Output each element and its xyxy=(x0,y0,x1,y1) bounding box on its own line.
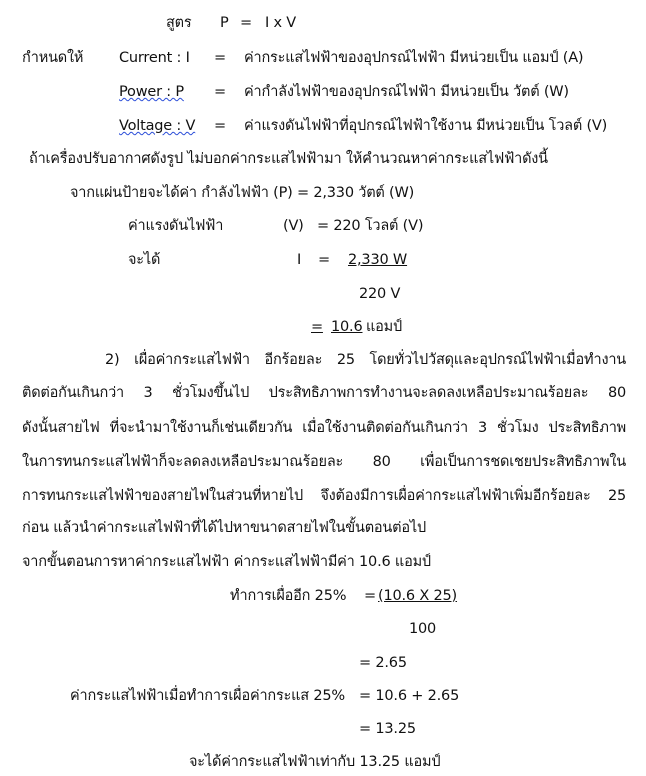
para2-line-5: การทนกระแสไฟฟ้าของสายไฟในส่วนที่หายไป จึงต้องมีการเผื่อค่ากระแสไฟฟ้าเพิ่มอีกร้อยละ 25 xyxy=(22,488,626,504)
para2-line-6: ก่อน แล้วนำค่ากระแสไฟฟ้าที่ได้ไปหาขนาดสายไฟในขั้นตอนต่อไป xyxy=(22,520,426,536)
voltage-value: = 220 โวลต์ (V) xyxy=(317,218,424,234)
formula-label: สูตร xyxy=(166,15,192,31)
add-result: = 2.65 xyxy=(359,655,407,671)
result-label: จะได้ xyxy=(128,252,161,268)
add-numerator: (10.6 X 25) xyxy=(378,588,458,604)
calc2-lead: จากขั้นตอนการหาค่ากระแสไฟฟ้า ค่ากระแสไฟฟ้ามีค่า 10.6 แอมป์ xyxy=(22,554,431,570)
fraction-numerator: 2,330 W xyxy=(348,252,408,268)
given-desc-voltage: ค่าแรงดันไฟฟ้าที่อุปกรณ์ไฟฟ้าใช้งาน มีหน่วยเป็น โวลต์ (V) xyxy=(244,118,608,134)
given-desc-power: ค่ากำลังไฟฟ้าของอุปกรณ์ไฟฟ้า มีหน่วยเป็น วัตต์ (W) xyxy=(244,84,569,100)
given-term-voltage: Voltage : V xyxy=(119,118,196,134)
given-term-power: Power : P xyxy=(119,84,184,100)
given-eq-voltage: = xyxy=(214,118,226,134)
fraction-denominator: 220 V xyxy=(359,286,401,302)
add-equals: = xyxy=(364,588,376,604)
total-label: ค่ากระแสไฟฟ้าเมื่อทำการเผื่อค่ากระแส 25% xyxy=(70,688,345,704)
para2-line-4: ในการทนกระแสไฟฟ้าก็จะลดลงเหลือประมาณร้อยละ 80 เพื่อเป็นการชดเชยประสิทธิภาพใน xyxy=(22,454,626,470)
nameplate-line: จากแผ่นป้ายจะได้ค่า กำลังไฟฟ้า (P) = 2,330 วัตต์ (W) xyxy=(70,185,415,201)
total-expression: = 10.6 + 2.65 xyxy=(359,688,460,704)
given-desc-current: ค่ากระแสไฟฟ้าของอุปกรณ์ไฟฟ้า มีหน่วยเป็น แอมป์ (A) xyxy=(244,50,584,66)
voltage-label: ค่าแรงดันไฟฟ้า xyxy=(128,218,224,234)
formula-equals: = xyxy=(240,15,252,31)
para2-line-3: ดังนั้นสายไฟ ที่จะนำมาใช้งานก็เช่นเดียวกัน เมื่อใช้งานติดต่อกันเกินกว่า 3 ชั่วโมง ประสิทธิภาพ xyxy=(22,420,626,436)
total-result: = 13.25 xyxy=(359,721,416,737)
voltage-symbol: (V) xyxy=(283,218,304,234)
given-term-current: Current : I xyxy=(119,50,190,66)
para2-line-1: 2) เผื่อค่ากระแสไฟฟ้า อีกร้อยละ 25 โดยทั่วไปวัสดุและอุปกรณ์ไฟฟ้าเมื่อทำงาน xyxy=(105,352,626,368)
result-symbol: I xyxy=(297,252,302,268)
given-eq-power: = xyxy=(214,84,226,100)
add-label: ทำการเผื่ออีก 25% xyxy=(230,588,347,604)
given-eq-current: = xyxy=(214,50,226,66)
formula-rhs: I x V xyxy=(265,15,296,31)
given-label: กำหนดให้ xyxy=(22,50,84,66)
formula-p: P xyxy=(220,15,229,31)
answer-equals: = xyxy=(311,319,323,335)
add-denominator: 100 xyxy=(409,621,437,637)
answer-unit: แอมป์ xyxy=(366,319,403,335)
result-equals: = xyxy=(318,252,330,268)
intro-text: ถ้าเครื่องปรับอากาศดังรูป ไม่บอกค่ากระแสไฟฟ้ามา ให้คำนวณหาค่ากระแสไฟฟ้าดังนี้ xyxy=(29,151,548,167)
answer-value: 10.6 xyxy=(331,319,363,335)
conclusion: จะได้ค่ากระแสไฟฟ้าเท่ากับ 13.25 แอมป์ xyxy=(189,754,441,770)
para2-line-2: ติดต่อกันเกินกว่า 3 ชั่วโมงขึ้นไป ประสิทธิภาพการทำงานจะลดลงเหลือประมาณร้อยละ 80 xyxy=(22,385,626,401)
